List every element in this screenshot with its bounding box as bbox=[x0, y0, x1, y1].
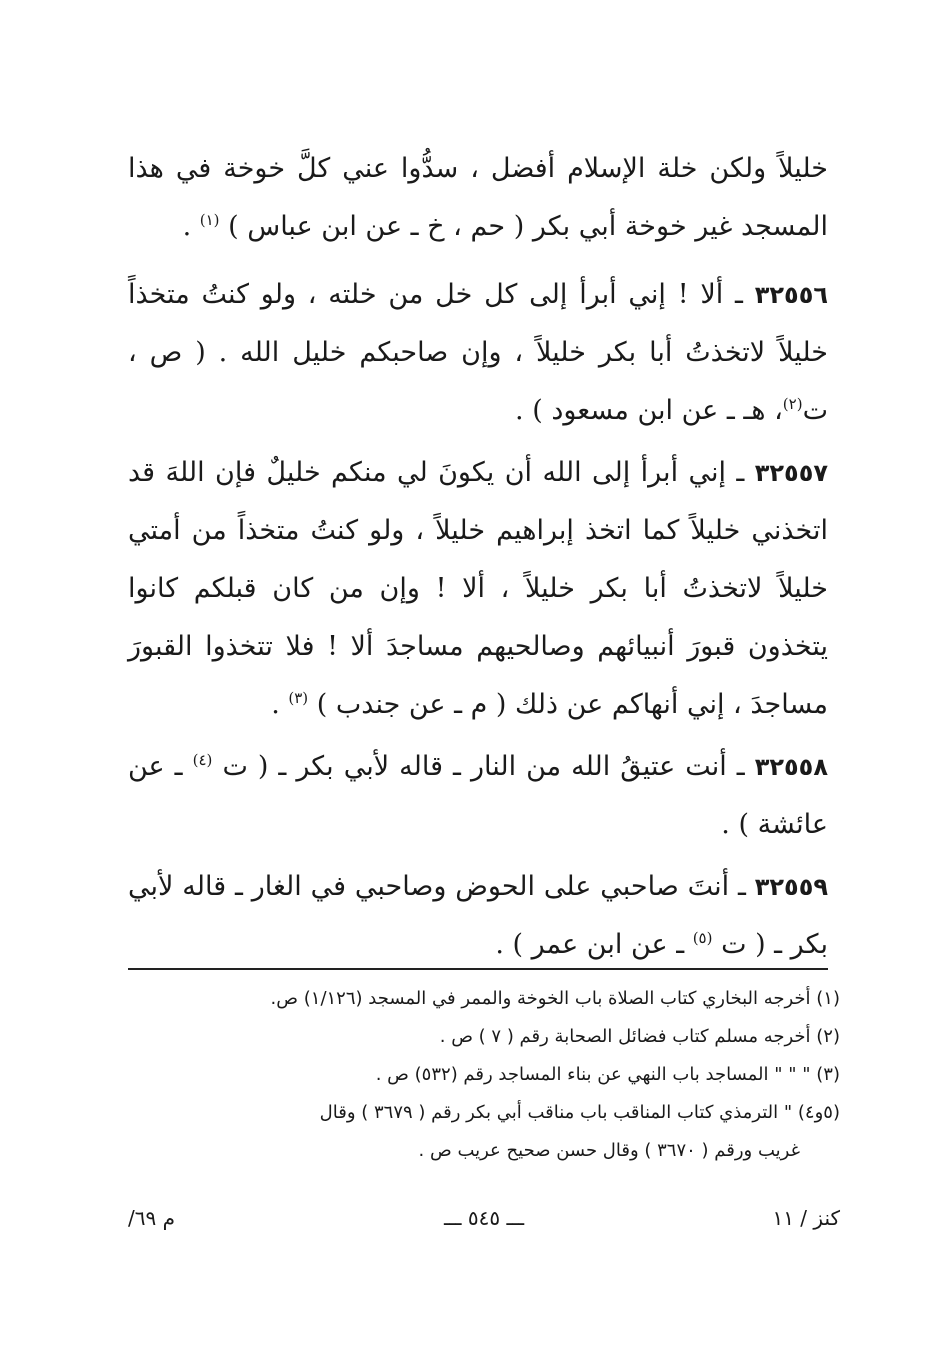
footnote: (١) أخرجه البخاري كتاب الصلاة باب الخوخة والممر في المسجد (١/١٢٦) ص. bbox=[270, 988, 840, 1009]
hadith-text: ـ إني أبرأ إلى الله أن يكونَ لي منكم خليلٌ فإن اللهَ قد اتخذني خليلاً كما اتخذ إبراهيم خليلاً ، ولو كنتُ متخذاً من أمتي خليلاً لاتخذتُ أبا بكر خليلاً ، ألا ! وإن من كان قبلكم كانوا يتخذون قبورَ أنبيائهم وصالحيهم مساجدَ ألا ! فلا تتخذوا القبورَ مساجدَ ، إني أنهاكم عن ذلك ( م ـ عن جندب ) bbox=[128, 457, 828, 720]
hadith-paragraph bbox=[128, 858, 828, 974]
hadith-text: ـ ألا ! إني أبرأ إلى كل خل من خلته ، ولو كنتُ متخذاً خليلاً لاتخذتُ أبا بكر خليلاً ، وإن صاحبكم خليل الله . ( ص ، ت bbox=[128, 279, 828, 426]
hadith-tail: . bbox=[271, 689, 289, 720]
volume-label: كنز / ١١ bbox=[772, 1206, 840, 1230]
footnotes bbox=[128, 980, 840, 1170]
footnote-ref: (٢) bbox=[782, 395, 803, 413]
footnote: (٥و٤) " الترمذي كتاب المناقب باب مناقب أبي بكر رقم ( ٣٦٧٩ ) وقال bbox=[319, 1102, 840, 1123]
footnote-continuation: غريب ورقم ( ٣٦٧٠ ) وقال حسن صحيح عريب ص . bbox=[418, 1140, 800, 1161]
hadith-text: ـ أنت عتيقُ الله من النار ـ قاله لأبي بكر ـ ( ت bbox=[222, 751, 755, 782]
footnote: (٣) " " " المساجد باب النهي عن بناء المساجد رقم (٥٣٢) ص . bbox=[375, 1064, 840, 1085]
signature-mark: م ٦٩/ bbox=[128, 1206, 175, 1230]
hadith-paragraph bbox=[128, 444, 828, 734]
hadith-number: ٣٢٥٥٨ bbox=[754, 753, 828, 781]
footnote-ref: (٤) bbox=[192, 751, 213, 769]
hadith-paragraph bbox=[128, 738, 828, 854]
footnote-divider bbox=[128, 968, 828, 970]
hadith-number: ٣٢٥٥٦ bbox=[754, 281, 828, 309]
hadith-paragraph bbox=[128, 140, 828, 256]
hadith-paragraph bbox=[128, 266, 828, 440]
hadith-tail: ـ عن ابن عمر ) . bbox=[495, 929, 693, 960]
hadith-tail: ، هـ ـ عن ابن مسعود ) . bbox=[515, 395, 783, 426]
page-footer bbox=[128, 1206, 840, 1246]
hadith-number: ٣٢٥٥٧ bbox=[754, 459, 828, 487]
footnote: (٢) أخرجه مسلم كتاب فضائل الصحابة رقم ( ٧ ) ص . bbox=[439, 1026, 840, 1047]
hadith-text: خليلاً ولكن خلة الإسلام أفضل ، سدُّوا عني كلَّ خوخة في هذا المسجد غير خوخة أبي بكر ( حم ، خ ـ عن ابن عباس ) bbox=[128, 153, 828, 242]
page-number: ـــ ٥٤٥ ـــ bbox=[443, 1206, 525, 1230]
main-text bbox=[128, 140, 828, 978]
footnote-ref: (٥) bbox=[692, 929, 713, 947]
hadith-text: ـ أنتَ صاحبي على الحوض وصاحبي في الغار ـ قاله لأبي بكر ـ ( ت bbox=[128, 871, 828, 960]
hadith-number: ٣٢٥٥٩ bbox=[754, 873, 828, 901]
footnote-ref: (١) bbox=[199, 211, 220, 229]
hadith-tail: ـ عن عائشة ) . bbox=[128, 751, 828, 840]
footnote-ref: (٣) bbox=[288, 689, 309, 707]
hadith-tail: . bbox=[182, 211, 200, 242]
